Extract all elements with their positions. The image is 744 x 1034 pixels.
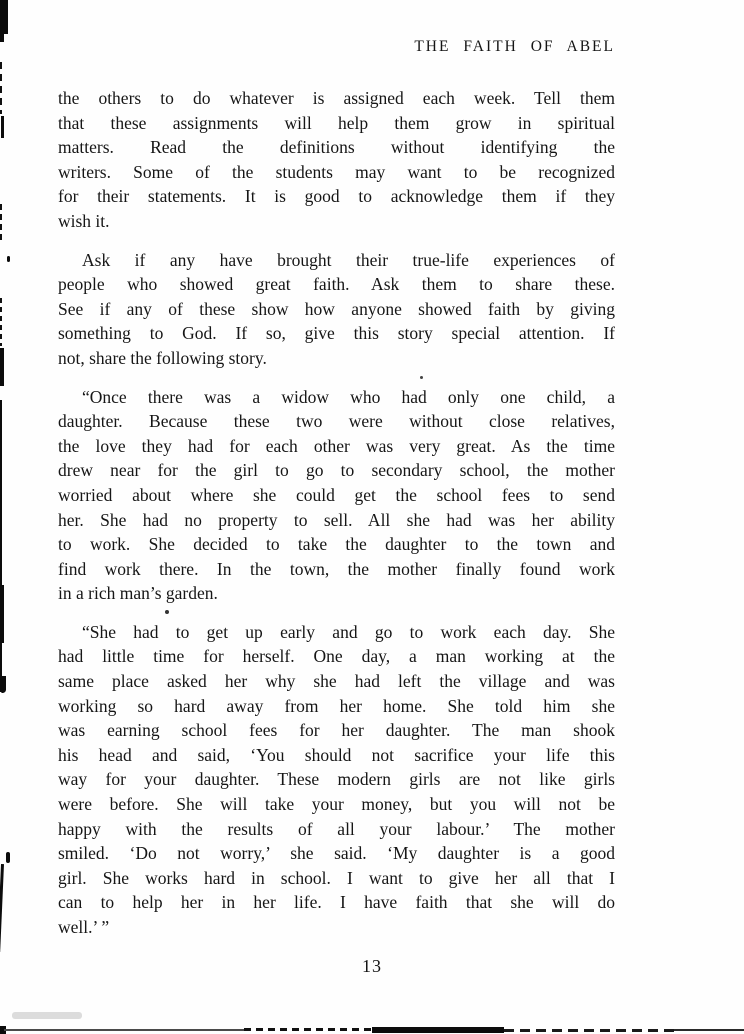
text-line: girl. She works hard in school. I want to give her all that I <box>58 867 615 888</box>
text-line: “She had to get up early and go to work each day. She <box>82 621 615 642</box>
text-line: “Once there was a widow who had only one child, a <box>82 386 615 407</box>
scan-artifact <box>0 864 4 952</box>
text-line: were before. She will take your money, but you will not be <box>58 794 615 815</box>
bottom-scan-bar <box>244 1028 372 1031</box>
scan-artifact <box>0 348 4 386</box>
text-line: his head and said, ‘You should not sacrifice your life this <box>58 744 615 765</box>
text-line: way for your daughter. These modern girls are not like girls <box>58 769 615 790</box>
text-line: drew near for the girl to go to secondary school, the mother <box>58 460 615 481</box>
bottom-scan-bar <box>504 1029 674 1032</box>
scan-artifact-left-line <box>0 400 2 692</box>
text-line: daughter. Because these two were without close relatives, <box>58 411 615 432</box>
text-line: find work there. In the town, the mother finally found work <box>58 558 615 579</box>
text-line: See if any of these show how anyone showed faith by giving <box>58 298 615 319</box>
paragraph <box>58 620 615 940</box>
scan-artifact <box>0 204 2 242</box>
text-line: wish it. <box>58 210 110 231</box>
text-line: to work. She decided to take the daughter to the town and <box>58 534 615 555</box>
text-line: Ask if any have brought their true-life experiences of <box>82 249 615 270</box>
paragraph <box>58 86 615 234</box>
scan-artifact <box>0 298 2 346</box>
scan-artifact <box>1 676 6 693</box>
text-line: smiled. ‘Do not worry,’ she said. ‘My daughter is a good <box>58 843 615 864</box>
scan-artifact-top-left <box>0 0 8 34</box>
bottom-scan-bar <box>372 1027 504 1033</box>
text-line: can to help her in her life. I have faith that she will do <box>58 892 615 913</box>
text-line: writers. Some of the students may want to be recognized <box>58 161 615 182</box>
scan-artifact <box>1 116 4 138</box>
scan-artifact <box>0 62 2 114</box>
text-line: in a rich man’s garden. <box>58 583 218 604</box>
paragraph <box>58 385 615 606</box>
scan-smudge <box>12 1012 82 1019</box>
paragraph <box>58 248 615 371</box>
running-header: THE FAITH OF ABEL <box>414 38 615 55</box>
text-line: her. She had no property to sell. All she had was her ability <box>58 509 615 530</box>
bottom-scan-bar <box>4 1029 244 1031</box>
scan-artifact <box>6 852 10 863</box>
text-line: not, share the following story. <box>58 347 267 368</box>
text-line: working so hard away from her home. She told him she <box>58 695 615 716</box>
page-number: 13 <box>362 956 382 976</box>
scan-speck <box>165 610 169 614</box>
scan-artifact <box>0 30 4 42</box>
text-line: the love they had for each other was very great. As the time <box>58 435 615 456</box>
page-body-text <box>58 86 615 954</box>
scan-artifact <box>0 585 4 643</box>
scan-speck <box>420 376 423 379</box>
text-line: that these assignments will help them grow in spiritual <box>58 112 615 133</box>
text-line: well.’ ” <box>58 917 110 937</box>
text-line: same place asked her why she had left the village and was <box>58 671 615 692</box>
text-line: worried about where she could get the school fees to send <box>58 484 615 505</box>
scan-artifact <box>7 256 10 262</box>
text-line: was earning school fees for her daughter. The man shook <box>58 720 615 741</box>
text-line: had little time for herself. One day, a man working at the <box>58 646 615 667</box>
text-line: something to God. If so, give this story special attention. If <box>58 323 615 344</box>
text-line: people who showed great faith. Ask them to share these. <box>58 274 615 295</box>
text-line: for their statements. It is good to acknowledge them if they <box>58 186 615 207</box>
text-line: matters. Read the definitions without identifying the <box>58 137 615 158</box>
bottom-scan-bar <box>674 1029 744 1031</box>
text-line: the others to do whatever is assigned each week. Tell them <box>58 88 615 108</box>
text-line: happy with the results of all your labour.’ The mother <box>58 818 615 839</box>
